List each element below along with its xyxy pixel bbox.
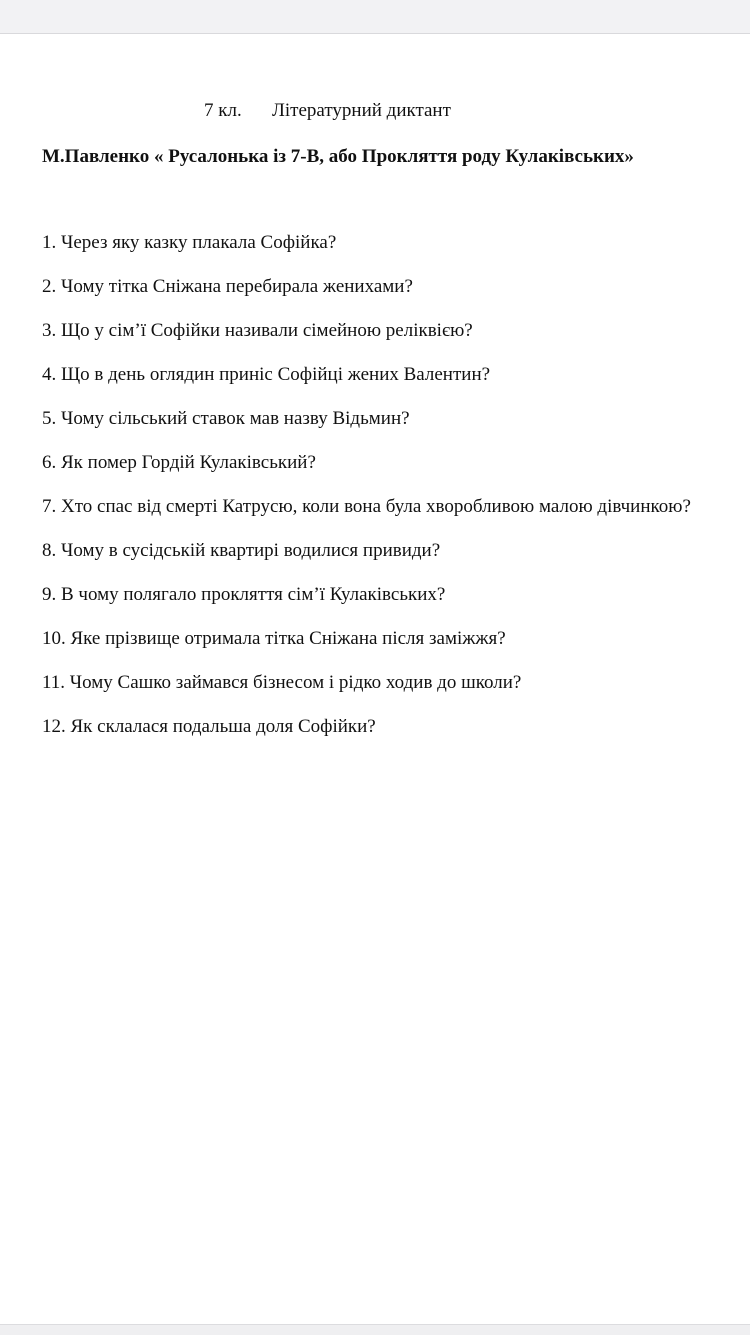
question-list bbox=[42, 232, 702, 760]
question-item: 1. Через яку казку плакала Софійка? bbox=[42, 232, 337, 253]
question-item: 9. В чому полягало прокляття сім’ї Кулаківських? bbox=[42, 584, 446, 605]
subject-label: Літературний диктант bbox=[272, 100, 451, 121]
question-item: 8. Чому в сусідській квартирі водилися привиди? bbox=[42, 540, 441, 561]
question-item: 3. Що у сім’ї Софійки називали сімейною реліквією? bbox=[42, 320, 473, 341]
document-page bbox=[0, 34, 750, 1324]
question-item: 10. Яке прізвище отримала тітка Сніжана після заміжжя? bbox=[42, 628, 506, 649]
question-item: 4. Що в день оглядин приніс Софійці жених Валентин? bbox=[42, 364, 491, 385]
question-item: 11. Чому Сашко займався бізнесом і рідко ходив до школи? bbox=[42, 672, 522, 693]
document-title: М.Павленко « Русалонька із 7-В, або Прокляття роду Кулаківських» bbox=[42, 146, 634, 167]
question-item: 2. Чому тітка Сніжана перебирала женихами? bbox=[42, 276, 413, 297]
viewer-top-bar bbox=[0, 0, 750, 34]
question-item: 12. Як склалася подальша доля Софійки? bbox=[42, 716, 376, 737]
viewer-bottom-bar bbox=[0, 1324, 750, 1335]
question-item: 7. Хто спас від смерті Катрусю, коли вона була хворобливою малою дівчинкою? bbox=[42, 496, 691, 517]
question-item: 6. Як помер Гордій Кулаківський? bbox=[42, 452, 316, 473]
question-item: 5. Чому сільський ставок мав назву Відьмин? bbox=[42, 408, 410, 429]
grade-label: 7 кл. bbox=[204, 100, 242, 121]
